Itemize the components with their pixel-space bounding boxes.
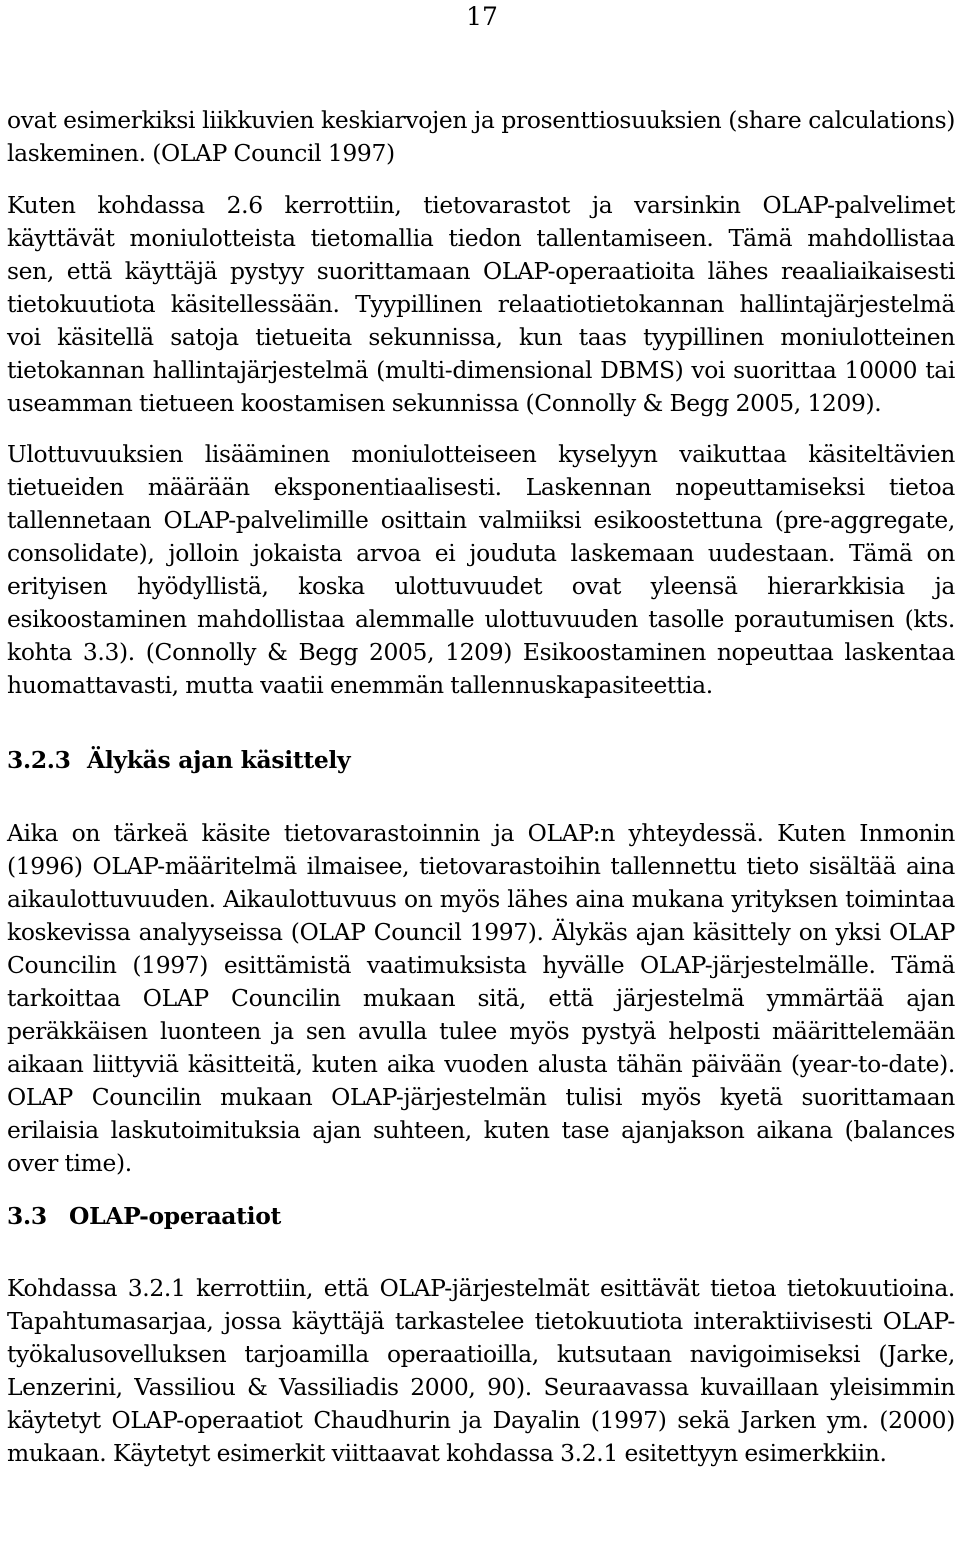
page-number: 17	[466, 2, 498, 31]
paragraph-time-handling: Aika on tärkeä käsite tietovarastoinnin ja OLAP:n yhteydessä. Kuten Inmonin (1996) OLAP-määritelmä ilmaisee, tietovarastoihin tallennettu tieto sisältää aina aikaulottuvuuden. Aikaulottuvuus on myös lähes aina mukana yrityksen toimintaa koskevissa analyyseissa (OLAP Council 1997). Älykäs ajan käsittely on yksi OLAP Councilin (1997) esittämistä vaatimuksista hyvälle OLAP-järjestelmälle. Tämä tarkoittaa OLAP Councilin mukaan sitä, että järjestelmä ymmärtää ajan peräkkäisen luonteen ja sen avulla tulee myös pystyä helposti määrittelemään aikaan liittyviä käsitteitä, kuten aika vuoden alusta tähän päivään (year-to-date). OLAP Councilin mukaan OLAP-järjestelmän tulisi myös kyetä suorittamaan erilaisia laskutoimituksia ajan suhteen, kuten tase ajanjakson aikana (balances over time).	[7, 819, 955, 1177]
section-heading-3-3	[7, 1200, 955, 1233]
paragraph-pre-aggregation: Ulottuvuuksien lisääminen moniulotteiseen kyselyyn vaikuttaa käsiteltävien tietueiden määrään eksponentiaalisesti. Laskennan nopeuttamiseksi tietoa tallennetaan OLAP-palvelimille osittain valmiiksi esikoostettuna (pre-aggregate, consolidate), jolloin jokaista arvoa ei jouduta laskemaan uudestaan. Tämä on erityisen hyödyllistä, koska ulottuvuudet ovat yleensä hierarkkisia ja esikoostaminen mahdollistaa alemmalle ulottuvuuden tasolle porautumisen (kts. kohta 3.3). (Connolly & Begg 2005, 1209) Esikoostaminen nopeuttaa laskentaa huomattavasti, mutta vaatii enemmän tallennuskapasiteettia.	[7, 440, 955, 699]
page-body	[7, 104, 955, 1470]
paragraph-olap-operations: Kohdassa 3.2.1 kerrottiin, että OLAP-järjestelmät esittävät tietoa tietokuutioina. Tapahtumasarjaa, jossa käyttäjä tarkastelee tietokuutiota interaktiivisesti OLAP-työkalusovelluksen tarjoamilla operaatioilla, kutsutaan navigoimiseksi (Jarke, Lenzerini, Vassiliou & Vassiliadis 2000, 90). Seuraavassa kuvaillaan yleisimmin käytetyt OLAP-operaatiot Chaudhurin ja Dayalin (1997) sekä Jarken ym. (2000) mukaan. Käytetyt esimerkit viittaavat kohdassa 3.2.1 esitettyyn esimerkkiin.	[7, 1274, 955, 1467]
paragraph-multidimensional-model: Kuten kohdassa 2.6 kerrottiin, tietovarastot ja varsinkin OLAP-palvelimet käyttävät moniulotteista tietomallia tiedon tallentamiseen. Tämä mahdollistaa sen, että käyttäjä pystyy suorittamaan OLAP-operaatioita lähes reaaliaikaisesti tietokuutiota käsitellessään. Tyypillinen relaatiotietokannan hallintajärjestelmä voi käsitellä satoja tietueita sekunnissa, kun taas tyypillinen moniulotteinen tietokannan hallintajärjestelmä (multi-dimensional DBMS) voi suorittaa 10000 tai useamman tietueen koostamisen sekunnissa (Connolly & Begg 2005, 1209).	[7, 191, 955, 417]
section-heading-3-2-3	[7, 744, 955, 777]
section-title: Älykäs ajan käsittely	[87, 746, 351, 774]
section-number: 3.3	[7, 1202, 47, 1230]
paragraph-olap-calculations: ovat esimerkiksi liikkuvien keskiarvojen ja prosenttiosuuksien (share calculations) laskeminen. (OLAP Council 1997)	[7, 106, 955, 167]
section-title: OLAP-operaatiot	[69, 1202, 282, 1230]
section-number: 3.2.3	[7, 746, 71, 774]
